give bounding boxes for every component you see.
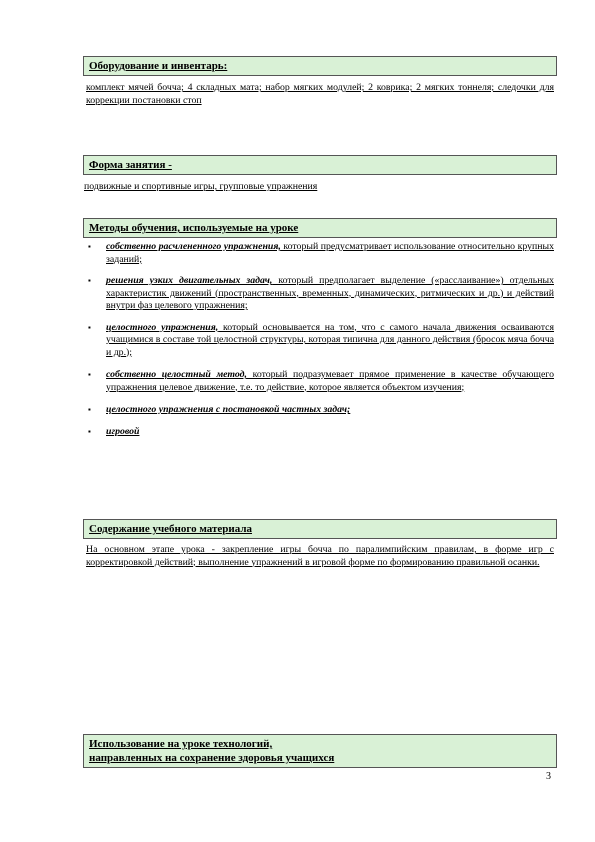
methods-item <box>86 322 554 360</box>
method-desc: который подразумевает прямое применение в качестве обучающего упражнения целевое движение, т.е. то действие, которое является объектом изучения; <box>106 369 554 393</box>
form-text: подвижные и спортивные игры, групповые упражнения <box>84 181 318 192</box>
method-term: игровой <box>106 425 140 437</box>
bullet-icon: ▪ <box>88 370 91 379</box>
technologies-title-line2: направленных на сохранение здоровья учащихся <box>89 752 335 764</box>
bullet-icon: ▪ <box>88 426 91 436</box>
method-term: собственно целостный метод, <box>106 369 247 380</box>
method-desc: который предусматривает использование относительно крупных заданий; <box>106 241 554 265</box>
methods-item <box>86 426 554 439</box>
methods-item <box>86 404 554 417</box>
bullet-icon: ▪ <box>88 276 91 285</box>
methods-item <box>86 275 554 313</box>
page-number: 3 <box>546 771 551 782</box>
technologies-title-line1: Использование на уроке технологий, <box>89 738 273 750</box>
form-title: Форма занятия - <box>89 159 172 171</box>
methods-item <box>86 369 554 394</box>
method-term: решения узких двигательных задач, <box>106 275 273 286</box>
equipment-header <box>83 56 557 76</box>
method-term: целостного упражнения с постановкой частных задач; <box>106 404 351 415</box>
method-desc: который основывается на том, что с самого начала движения осваиваются учащимися в составе той целостной структуры, которая типична для данного действия (бросок мяча бочча и др.); <box>106 321 555 358</box>
bullet-icon: ▪ <box>88 322 91 332</box>
content-title: Содержание учебного материала <box>89 523 253 535</box>
methods-item <box>86 241 554 266</box>
content-text: На основном этапе урока - закрепление игры бочча по паралимпийским правилам, в форме игр с корректировкой действий; выполнение упражнений в игровой форме по формированию правильной осанки. <box>86 544 554 568</box>
technologies-header <box>83 734 557 768</box>
equipment-title: Оборудование и инвентарь: <box>89 60 228 72</box>
equipment-text: комплект мячей бочча; 4 складных мата; набор мягких модулей; 2 коврика; 2 мягких тоннеля; следочки для коррекции постановки стоп <box>86 82 554 106</box>
method-desc: который предполагает выделение («расслаивание») отдельных характеристик движений (пространственных, временных, динамических, ритмических и др.) и действий внутри фаз целевого упражнения; <box>106 275 554 311</box>
method-term: собственно расчлененного упражнения, <box>106 241 281 252</box>
methods-header <box>83 218 557 238</box>
method-term: целостного упражнения, <box>106 321 219 333</box>
form-header <box>83 155 557 175</box>
methods-list <box>86 241 554 446</box>
bullet-icon: ▪ <box>88 405 91 414</box>
bullet-icon: ▪ <box>88 242 91 251</box>
methods-title: Методы обучения, используемые на уроке <box>89 222 299 234</box>
content-header <box>83 519 557 539</box>
